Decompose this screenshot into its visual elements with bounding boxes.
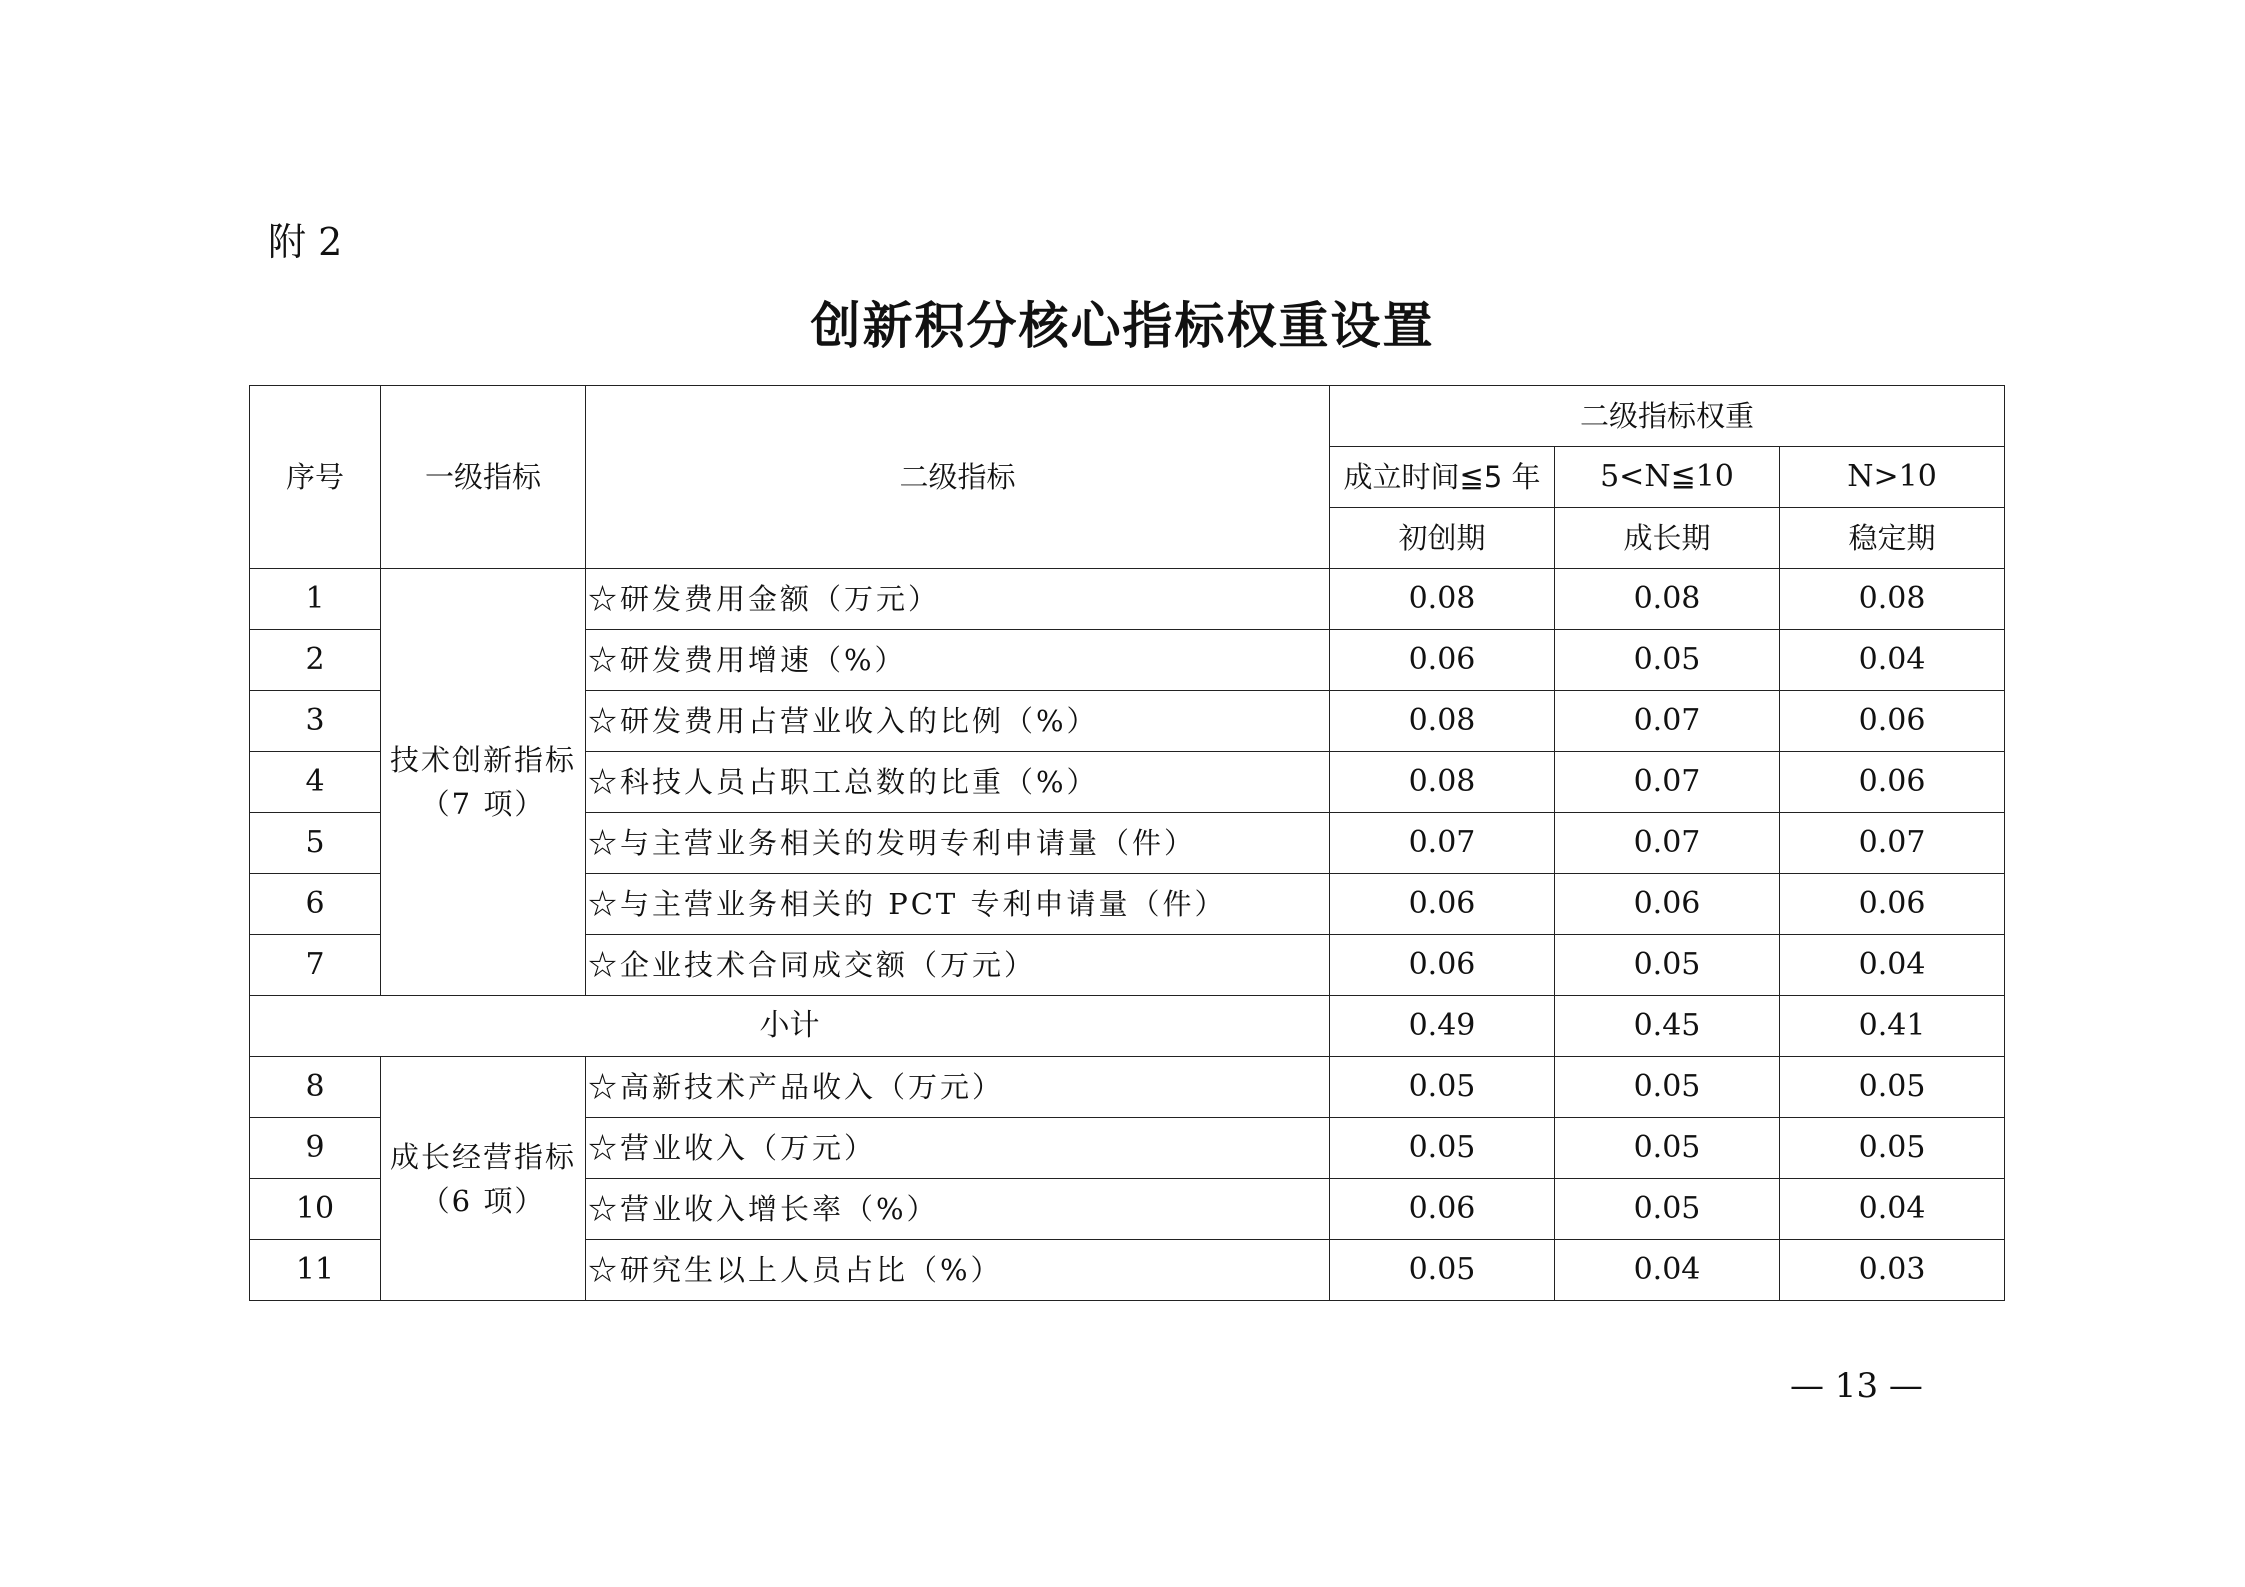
row-weight-growth: 0.05 xyxy=(1555,630,1780,691)
header-level1: 一级指标 xyxy=(381,386,586,569)
row-weight-stable: 0.04 xyxy=(1780,1179,2005,1240)
row-weight-stable: 0.05 xyxy=(1780,1118,2005,1179)
row-seq: 4 xyxy=(250,752,381,813)
row-weight-growth: 0.07 xyxy=(1555,813,1780,874)
row-weight-stable: 0.08 xyxy=(1780,569,2005,630)
group-count: （6 项） xyxy=(420,1183,546,1218)
header-period3-condition: N>10 xyxy=(1780,447,2005,508)
row-item: ☆科技人员占职工总数的比重（%） xyxy=(586,752,1330,813)
subtotal-label: 小计 xyxy=(250,996,1330,1057)
header-row xyxy=(250,386,2005,447)
row-weight-startup: 0.06 xyxy=(1330,630,1555,691)
subtotal-row xyxy=(250,996,2005,1057)
row-weight-startup: 0.08 xyxy=(1330,691,1555,752)
subtotal-weight-growth: 0.45 xyxy=(1555,996,1780,1057)
row-weight-growth: 0.08 xyxy=(1555,569,1780,630)
row-weight-startup: 0.06 xyxy=(1330,935,1555,996)
row-seq: 11 xyxy=(250,1240,381,1301)
row-weight-growth: 0.05 xyxy=(1555,1179,1780,1240)
row-weight-growth: 0.06 xyxy=(1555,874,1780,935)
header-period1-stage: 初创期 xyxy=(1330,508,1555,569)
header-period3-stage: 稳定期 xyxy=(1780,508,2005,569)
subtotal-weight-stable: 0.41 xyxy=(1780,996,2005,1057)
row-weight-stable: 0.04 xyxy=(1780,935,2005,996)
row-weight-stable: 0.06 xyxy=(1780,874,2005,935)
row-weight-stable: 0.04 xyxy=(1780,630,2005,691)
document-title: 创新积分核心指标权重设置 xyxy=(810,296,1435,355)
row-seq: 1 xyxy=(250,569,381,630)
header-period2-stage: 成长期 xyxy=(1555,508,1780,569)
row-seq: 3 xyxy=(250,691,381,752)
row-item: ☆研究生以上人员占比（%） xyxy=(586,1240,1330,1301)
row-weight-startup: 0.05 xyxy=(1330,1118,1555,1179)
row-item: ☆研发费用增速（%） xyxy=(586,630,1330,691)
row-weight-growth: 0.05 xyxy=(1555,1057,1780,1118)
row-weight-startup: 0.08 xyxy=(1330,752,1555,813)
row-item: ☆与主营业务相关的 PCT 专利申请量（件） xyxy=(586,874,1330,935)
row-weight-startup: 0.06 xyxy=(1330,1179,1555,1240)
row-weight-startup: 0.06 xyxy=(1330,874,1555,935)
row-seq: 6 xyxy=(250,874,381,935)
row-weight-growth: 0.05 xyxy=(1555,1118,1780,1179)
row-seq: 7 xyxy=(250,935,381,996)
group-tech-innovation xyxy=(381,569,586,996)
row-item: ☆研发费用占营业收入的比例（%） xyxy=(586,691,1330,752)
header-period2-condition: 5<N≦10 xyxy=(1555,447,1780,508)
row-item: ☆研发费用金额（万元） xyxy=(586,569,1330,630)
row-item: ☆高新技术产品收入（万元） xyxy=(586,1057,1330,1118)
row-item: ☆营业收入（万元） xyxy=(586,1118,1330,1179)
subtotal-weight-startup: 0.49 xyxy=(1330,996,1555,1057)
row-weight-stable: 0.03 xyxy=(1780,1240,2005,1301)
row-weight-growth: 0.07 xyxy=(1555,752,1780,813)
row-seq: 10 xyxy=(250,1179,381,1240)
row-weight-growth: 0.07 xyxy=(1555,691,1780,752)
row-seq: 2 xyxy=(250,630,381,691)
header-weights: 二级指标权重 xyxy=(1330,386,2005,447)
row-weight-stable: 0.05 xyxy=(1780,1057,2005,1118)
row-weight-growth: 0.04 xyxy=(1555,1240,1780,1301)
row-item: ☆企业技术合同成交额（万元） xyxy=(586,935,1330,996)
table-row xyxy=(250,1057,2005,1118)
indicator-weights-table xyxy=(249,385,2005,1301)
row-weight-startup: 0.05 xyxy=(1330,1240,1555,1301)
row-item: ☆与主营业务相关的发明专利申请量（件） xyxy=(586,813,1330,874)
table-row xyxy=(250,569,2005,630)
row-weight-startup: 0.07 xyxy=(1330,813,1555,874)
group-name: 技术创新指标 xyxy=(389,743,576,777)
page-number: — 13 — xyxy=(1790,1366,1923,1406)
row-item: ☆营业收入增长率（%） xyxy=(586,1179,1330,1240)
header-level2: 二级指标 xyxy=(586,386,1330,569)
row-seq: 8 xyxy=(250,1057,381,1118)
header-seq: 序号 xyxy=(250,386,381,569)
group-growth-operation xyxy=(381,1057,586,1301)
group-count: （7 项） xyxy=(420,787,546,821)
row-weight-growth: 0.05 xyxy=(1555,935,1780,996)
row-seq: 9 xyxy=(250,1118,381,1179)
row-weight-stable: 0.06 xyxy=(1780,691,2005,752)
annex-label: 附 2 xyxy=(268,220,343,264)
group-name: 成长经营指标 xyxy=(389,1139,576,1174)
header-period1-condition: 成立时间≦5 年 xyxy=(1330,447,1555,508)
row-weight-startup: 0.05 xyxy=(1330,1057,1555,1118)
row-weight-startup: 0.08 xyxy=(1330,569,1555,630)
row-weight-stable: 0.06 xyxy=(1780,752,2005,813)
row-weight-stable: 0.07 xyxy=(1780,813,2005,874)
row-seq: 5 xyxy=(250,813,381,874)
